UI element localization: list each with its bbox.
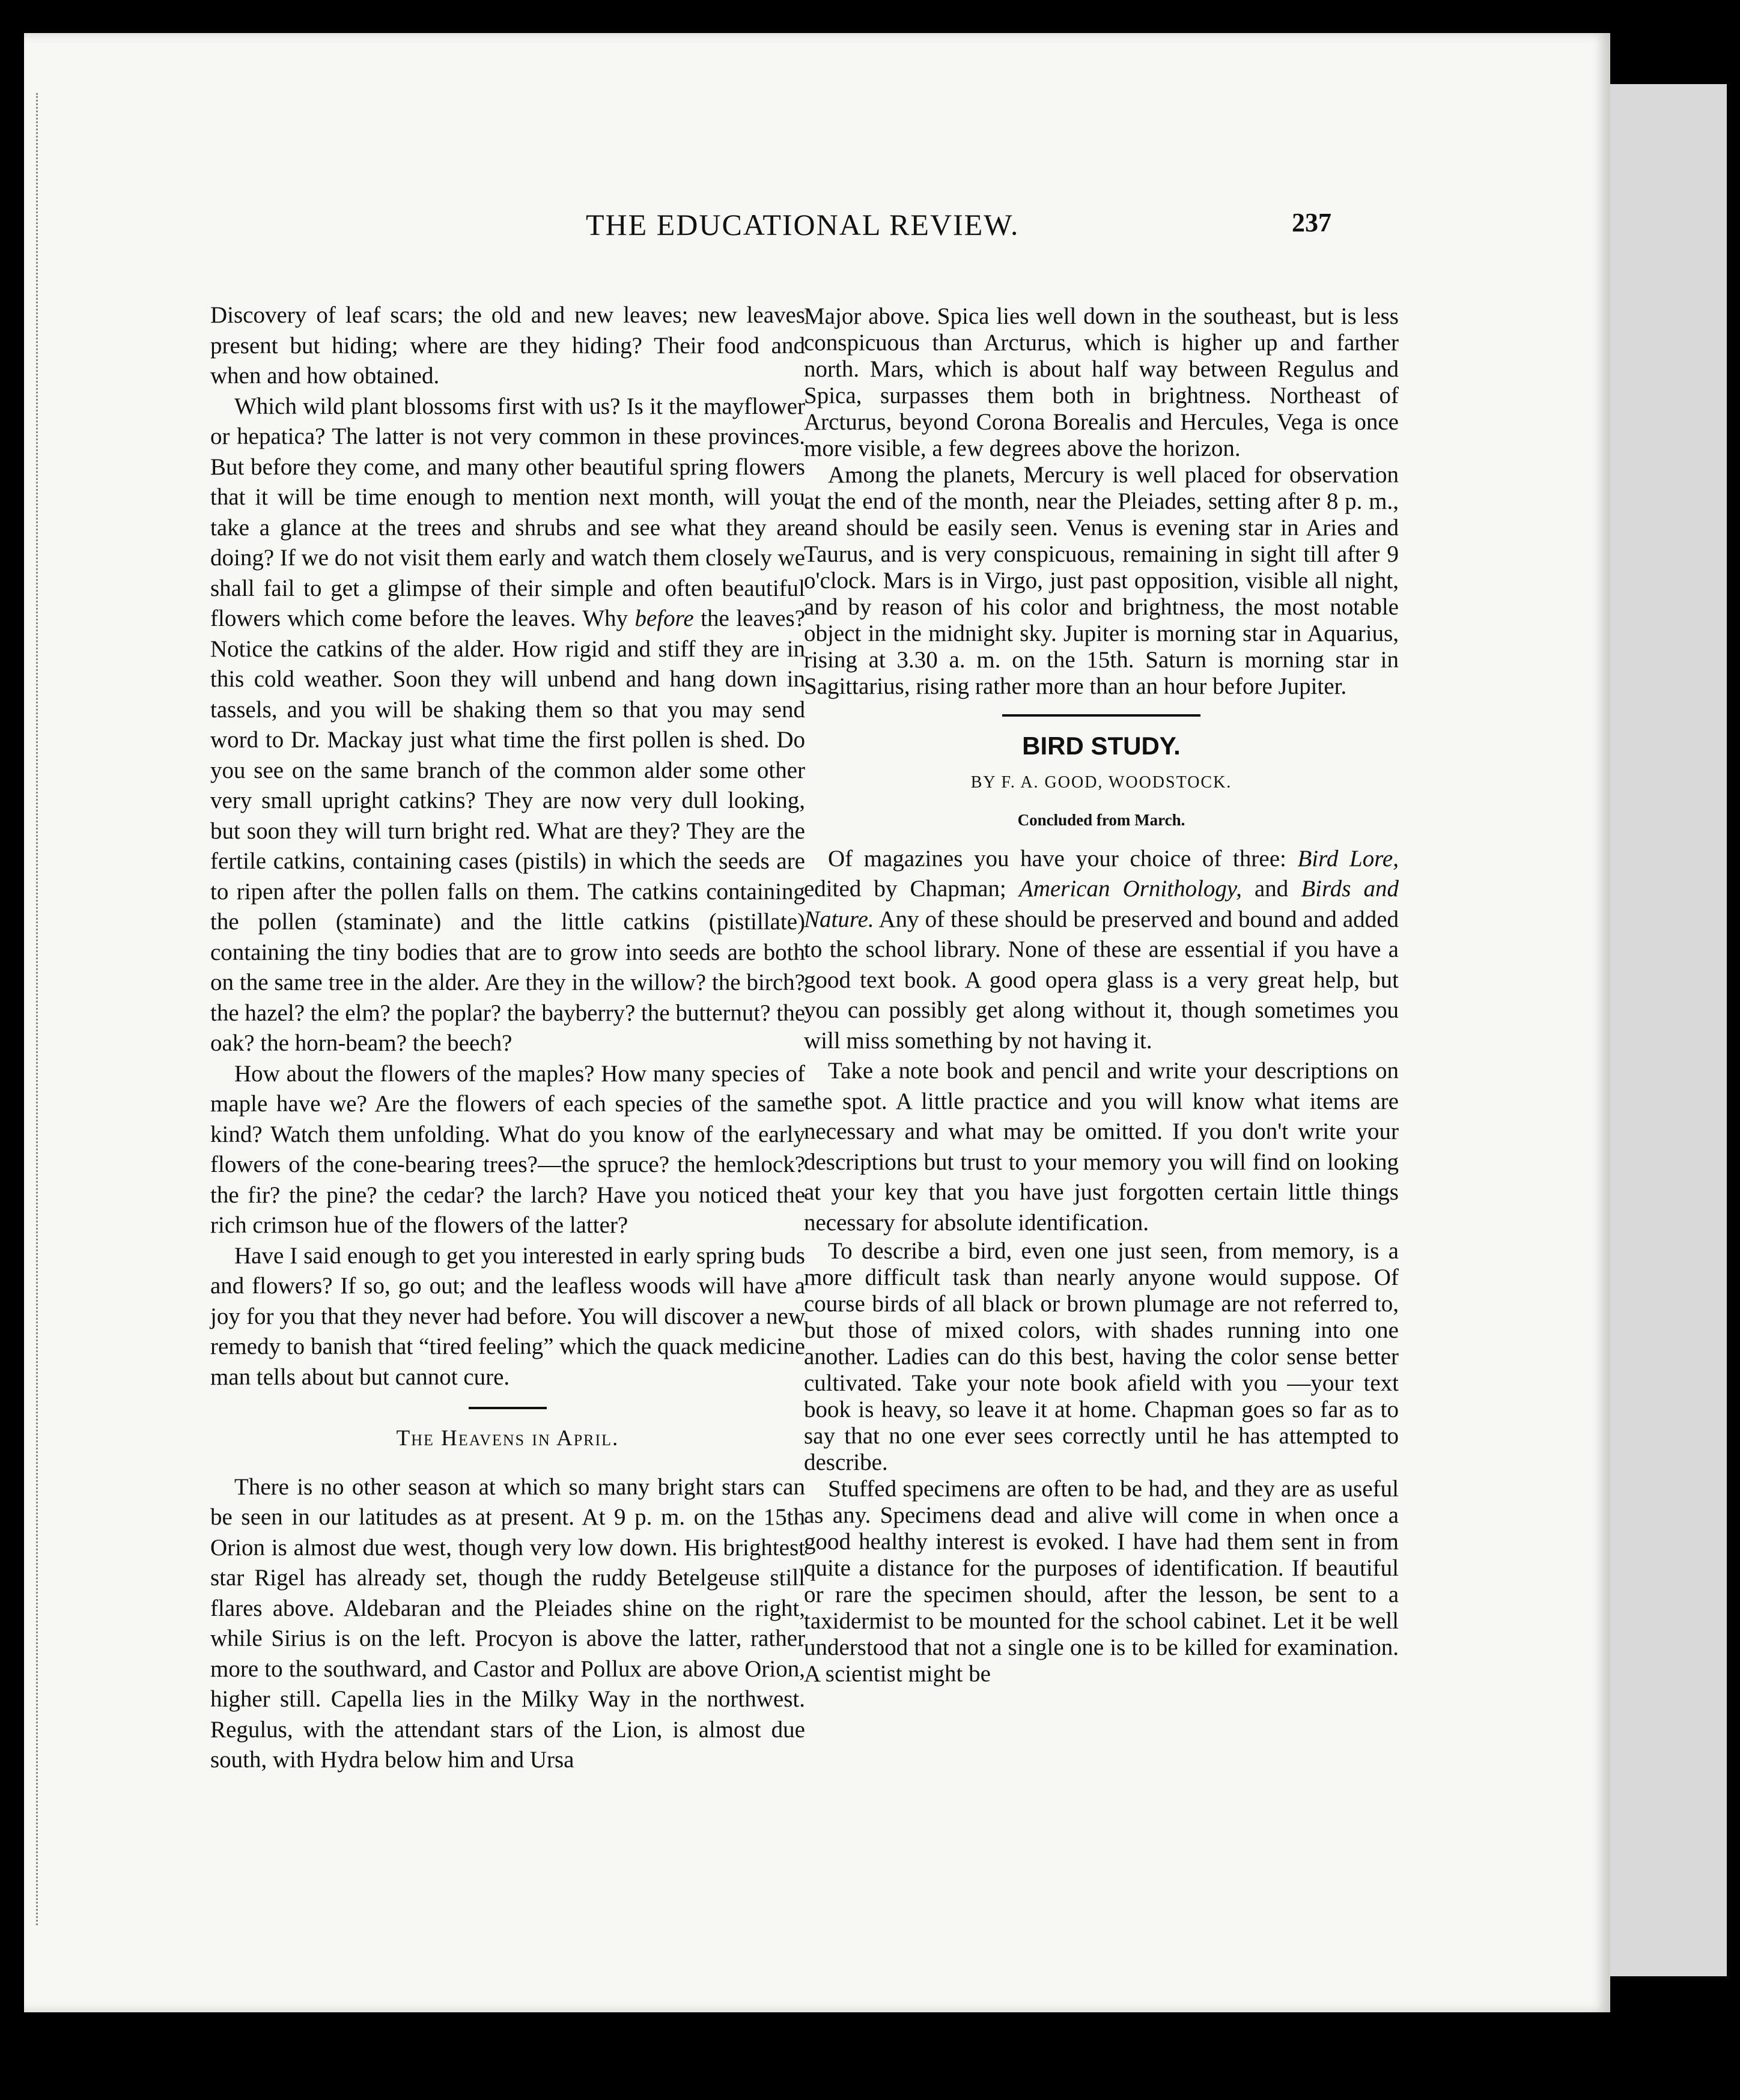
magazines-and: and: [1254, 876, 1289, 902]
paragraph-maples: How about the flowers of the maples? How many species of maple have we? Are the flowers of each species of the same kind? Watch them unfolding. What do you know of the early flowers of the cone-bearing trees?—the spruce? the hemlock? the fir? the pine? the cedar? the larch? Have you noticed the rich crimson hue of the flowers of the latter?: [210, 1060, 805, 1238]
magazine-bird-lore: Bird Lore,: [1297, 845, 1399, 872]
paragraph-wild-plants: [210, 392, 805, 1059]
magazine-birds-and-nature: Birds and Nature.: [804, 876, 1399, 932]
heavens-section-title: The Heavens in April.: [396, 1426, 619, 1451]
magazines-intro: Of magazines you have your choice of three:: [828, 845, 1286, 872]
paragraph-note-book: Take a note book and pencil and write your descriptions on the spot. A little practice and you will know what items are necessary and what may be omitted. If you don't write your descriptions but trust to your memory you will find on looking at your key that you have just forgotten certain little things necessary for absolute identification.: [804, 1058, 1399, 1236]
magazines-rest: Any of these should be preserved and bound and added to the school library. None of these are essential if you have a good text book. A good opera glass is a very great help, but you can possibly get along without it, though sometimes you will miss something by not having it.: [804, 906, 1399, 1054]
word-before-italic: before: [634, 605, 694, 631]
bird-study-title: BIRD STUDY.: [1022, 732, 1181, 760]
magazines-edited: edited by Chapman;: [804, 876, 1006, 902]
paragraph-heavens-continued: Major above. Spica lies well down in the southeast, but is less conspicuous than Arcturus, which is higher up and farther north. Mars, which is about half way between Regulus and Spica, surpasses them both in brightness. Northeast of Arcturus, beyond Corona Borealis and Hercules, Vega is once more visible, a few degrees above the horizon.: [804, 303, 1399, 461]
paragraph-leaf-scars: Discovery of leaf scars; the old and new leaves; new leaves present but hiding; where are they hiding? Their food and when and how obtained.: [210, 302, 805, 389]
paragraph-catkins-text: the leaves? Notice the catkins of the alder. How rigid and stiff they are in this cold weather. Soon they will unbend and hang down in tassels, and you will be shaking them so that you may send word to Dr. Mackay just what time the first pollen is shed. Do you see on the same branch of the common alder some other very small upright catkins? They are now very dull looking, but soon they will turn bright red. What are they? They are the fertile catkins, containing cases (pistils) in which the seeds are to ripen after the pollen falls on them. The catkins containing the pollen (staminate) and the little catkins (pistillate) containing the tiny bodies that are to grow into seeds are both on the same tree in the alder. Are they in the willow? the birch? the hazel? the elm? the poplar? the bayberry? the butternut? the oak? the horn-beam? the beech?: [210, 605, 806, 1056]
gutter-binding-marks: [36, 93, 51, 1925]
page-sheet: [24, 33, 1610, 2012]
paragraph-wild-plants-text: Which wild plant blossoms first with us? Is it the mayflower or hepatica? The latter is not very common in these provinces. But before they come, and many other beautiful spring flowers that it will be time enough to mention next month, will you take a glance at the trees and shrubs and see what they are doing? If we do not visit them early and watch them closely we shall fail to get a glimpse of their simple and often beautiful flowers which come before the leaves.: [210, 393, 805, 631]
paragraph-spring-buds: Have I said enough to get you interested in early spring buds and flowers? If so, go out; and the leafless woods will have a joy for you that they never had before. You will discover a new remedy to banish that “tired feeling” which the quack medicine man tells about but cannot cure.: [210, 1242, 805, 1390]
paragraph-magazines: [804, 844, 1399, 1057]
right-column: [804, 303, 1399, 1687]
paragraph-stuffed-specimens: Stuffed specimens are often to be had, and they are as useful as any. Specimens dead and alive will come in when once a good healthy interest is evoked. I have had them sent in from quite a distance for the purposes of identification. If beautiful or rare the specimen should, after the lesson, be sent to a taxidermist to be mounted for the school cabinet. Let it be well understood that not a single one is to be killed for examination. A scientist might be: [804, 1476, 1399, 1687]
section-divider-bird: [1002, 714, 1200, 717]
left-column: [210, 300, 805, 1776]
paragraph-describe-bird: To describe a bird, even one just seen, from memory, is a more difficult task than nearly anyone would suppose. Of course birds of all black or brown plumage are not referred to, but those of mixed colors, with shades running into one another. Ladies can do this best, having the color sense better cultivated. Take your note book afield with you —your text book is heavy, so leave it at home. Chapman goes so far as to say that no one ever sees correctly until he has attempted to describe.: [804, 1238, 1399, 1475]
journal-title: THE EDUCATIONAL REVIEW.: [586, 208, 1020, 241]
word-why: Why: [582, 605, 628, 631]
section-divider: [469, 1407, 547, 1409]
magazine-american-ornithology: American Ornithology,: [1018, 876, 1242, 902]
concluded-note: Concluded from March.: [1017, 811, 1185, 829]
running-header: [24, 207, 1610, 267]
bird-study-byline: BY F. A. GOOD, WOODSTOCK.: [970, 772, 1232, 792]
paragraph-planets: Among the planets, Mercury is well placed for observation at the end of the month, near the Pleiades, setting after 8 p. m., and should be easily seen. Venus is evening star in Aries and Taurus, and is very conspicuous, remaining in sight till after 9 o'clock. Mars is in Virgo, just past opposition, visible all night, and by reason of his color and brightness, the most notable object in the midnight sky. Jupiter is morning star in Aquarius, rising at 3.30 a. m. on the 15th. Saturn is morning star in Sagittarius, rising rather more than an hour before Jupiter.: [804, 462, 1399, 699]
page-number: 237: [1292, 208, 1331, 237]
paragraph-heavens: There is no other season at which so many bright stars can be seen in our latitudes as at present. At 9 p. m. on the 15th Orion is almost due west, though very low down. His brightest star Rigel has already set, though the ruddy Betelgeuse still flares above. Aldebaran and the Pleiades shine on the right, while Sirius is on the left. Procyon is above the latter, rather more to the southward, and Castor and Pollux are above Orion, higher still. Capella lies in the Milky Way in the northwest. Regulus, with the attendant stars of the Lion, is almost due south, with Hydra below him and Ursa: [210, 1473, 805, 1773]
